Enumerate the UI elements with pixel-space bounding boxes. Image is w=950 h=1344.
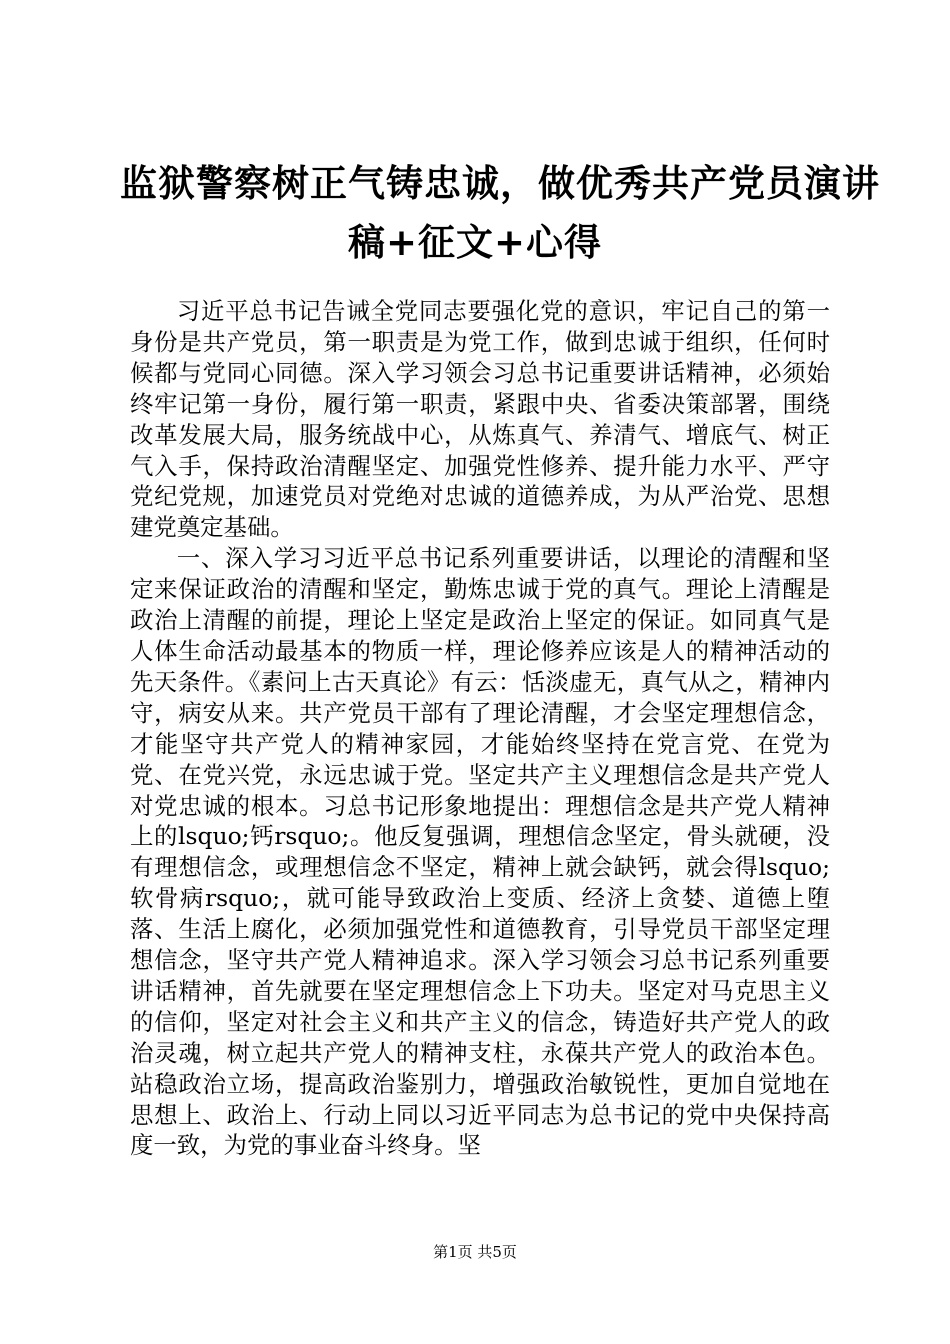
document-title-line-2: 稿+征文+心得 <box>347 221 602 264</box>
page-number-footer: 第1页 共5页 <box>433 1243 517 1261</box>
document-title-line-1: 监狱警察树正气铸忠诚，做优秀共产党员演讲 <box>120 162 880 205</box>
paragraph-intro: 习近平总书记告诫全党同志要强化党的意识，牢记自己的第一身份是共产党员，第一职责是为党工作，做到忠诚于组织，任何时候都与党同心同德。深入学习领会习总书记重要讲话精神，必须始终牢记第一身份，履行第一职责，紧跟中央、省委决策部署，围绕改革发展大局，服务统战中心，从炼真气、养清气、增底气、树正气入手，保持政治清醒坚定、加强党性修养、提升能力水平、严守党纪党规，加速党员对党绝对忠诚的道德养成，为从严治党、思想建党奠定基础。 <box>130 297 830 542</box>
paragraph-section-one: 一、深入学习习近平总书记系列重要讲话，以理论的清醒和坚定来保证政治的清醒和坚定，勤炼忠诚于党的真气。理论上清醒是政治上清醒的前提，理论上坚定是政治上坚定的保证。如同真气是人体生命活动最基本的物质一样，理论修养应该是人的精神活动的先天条件。《素问上古天真论》有云：恬淡虚无，真气从之，精神内守，病安从来。共产党员干部有了理论清醒，才会坚定理想信念，才能坚守共产党人的精神家园，才能始终坚持在党言党、在党为党、在党兴党，永远忠诚于党。坚定共产主义理想信念是共产党人对党忠诚的根本。习总书记形象地提出：理想信念是共产党人精神上的lsquo;钙rsquo;。他反复强调，理想信念坚定，骨头就硬，没有理想信念，或理想信念不坚定，精神上就会缺钙，就会得lsquo;软骨病rsquo;，就可能导致政治上变质、经济上贪婪、道德上堕落、生活上腐化，必须加强党性和道德教育，引导党员干部坚定理想信念，坚守共产党人精神追求。深入学习领会习总书记系列重要讲话精神，首先就要在坚定理想信念上下功夫。坚定对马克思主义的信仰，坚定对社会主义和共产主义的信念，铸造好共产党人的政治灵魂，树立起共产党人的精神支柱，永葆共产党人的政治本色。站稳政治立场，提高政治鉴别力，增强政治敏锐性，更加自觉地在思想上、政治上、行动上同以习近平同志为总书记的党中央保持高度一致，为党的事业奋斗终身。坚 <box>130 544 830 1160</box>
document-body <box>130 296 830 1161</box>
